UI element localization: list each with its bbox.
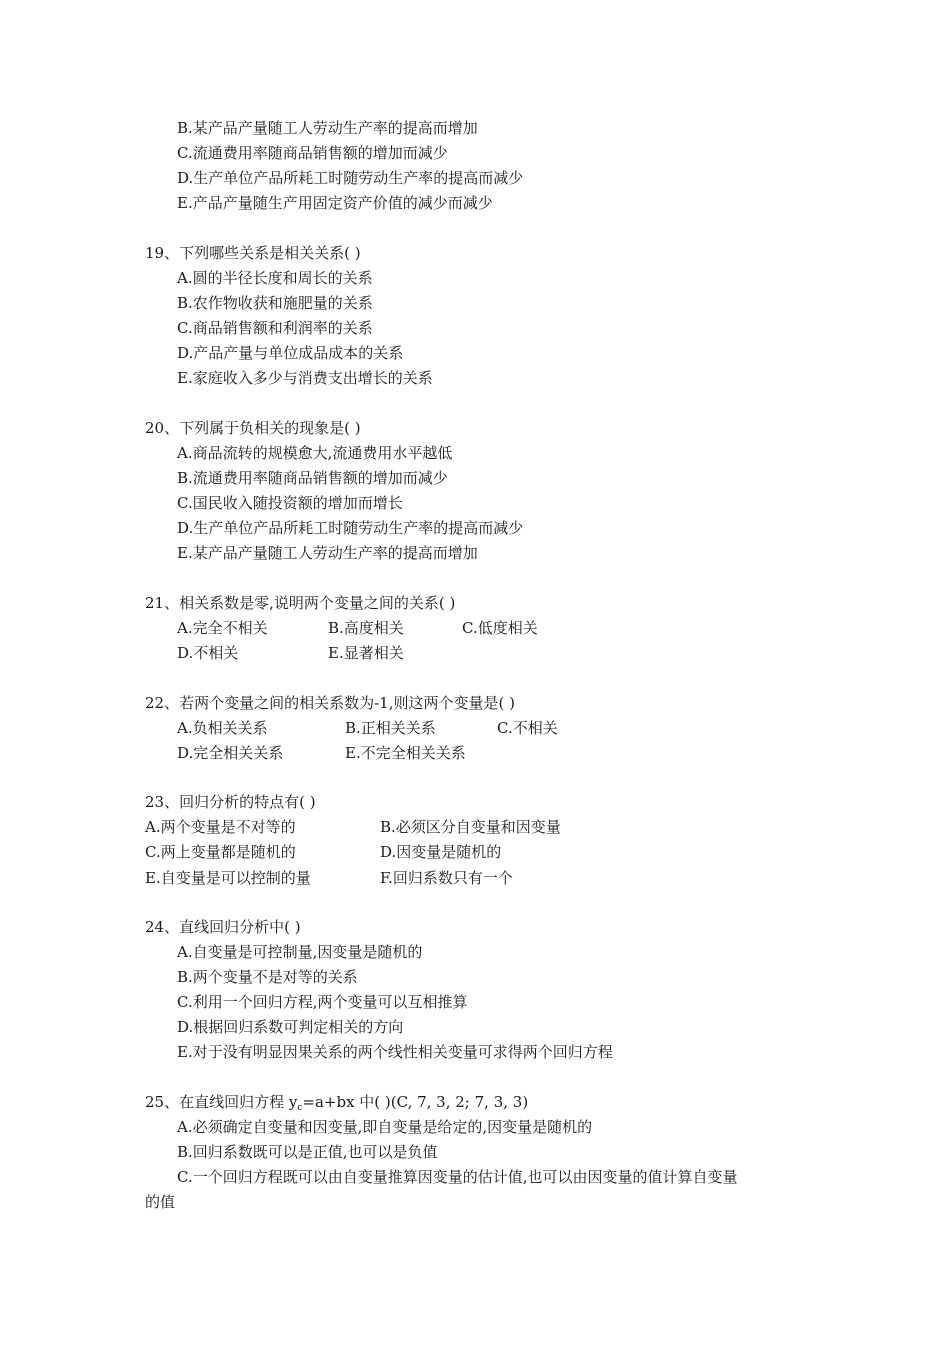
q25-stem-prefix: 25、在直线回归方程 y	[145, 1093, 298, 1111]
q24-option-c: C.利用一个回归方程,两个变量可以互相推算	[177, 993, 468, 1011]
q22-option-d: D.完全相关关系	[177, 744, 284, 762]
q18-option-b: B.某产品产量随工人劳动生产率的提高而增加	[177, 119, 478, 137]
q23-stem: 23、回归分析的特点有( )	[145, 793, 316, 811]
q18-option-d: D.生产单位产品所耗工时随劳动生产率的提高而减少	[177, 169, 524, 187]
q22-option-b: B.正相关关系	[345, 719, 436, 737]
q25-option-b: B.回归系数既可以是正值,也可以是负值	[177, 1143, 438, 1161]
q22-option-a: A.负相关关系	[177, 719, 268, 737]
q24-option-e: E.对于没有明显因果关系的两个线性相关变量可求得两个回归方程	[177, 1043, 613, 1061]
q25-stem	[145, 1092, 528, 1112]
q20-option-d: D.生产单位产品所耗工时随劳动生产率的提高而减少	[177, 519, 524, 537]
q21-option-c: C.低度相关	[462, 619, 538, 637]
q19-option-b: B.农作物收获和施肥量的关系	[177, 294, 373, 312]
q20-option-c: C.国民收入随投资额的增加而增长	[177, 494, 403, 512]
q20-option-a: A.商品流转的规模愈大,流通费用水平越低	[177, 444, 453, 462]
q19-option-e: E.家庭收入多少与消费支出增长的关系	[177, 369, 433, 387]
q21-option-a: A.完全不相关	[177, 619, 268, 637]
q21-option-e: E.显著相关	[328, 644, 404, 662]
q20-option-e: E.某产品产量随工人劳动生产率的提高而增加	[177, 544, 478, 562]
q23-option-a: A.两个变量是不对等的	[145, 818, 296, 836]
q22-stem: 22、若两个变量之间的相关系数为-1,则这两个变量是( )	[145, 694, 515, 712]
q24-option-a: A.自变量是可控制量,因变量是随机的	[177, 943, 423, 961]
q23-option-e: E.自变量是可以控制的量	[145, 869, 311, 887]
q21-option-d: D.不相关	[177, 644, 239, 662]
q18-option-e: E.产品产量随生产用固定资产价值的减少而减少	[177, 194, 493, 212]
q24-option-b: B.两个变量不是对等的关系	[177, 968, 358, 986]
q21-option-b: B.高度相关	[328, 619, 404, 637]
q25-stem-suffix: =a+bx 中( )(C, 7, 3, 2; 7, 3, 3)	[302, 1093, 529, 1111]
q22-option-c: C.不相关	[497, 719, 558, 737]
q19-option-c: C.商品销售额和利润率的关系	[177, 319, 373, 337]
q18-option-c: C.流通费用率随商品销售额的增加而减少	[177, 144, 448, 162]
q23-option-c: C.两上变量都是随机的	[145, 843, 296, 861]
q25-option-a: A.必须确定自变量和因变量,即自变量是给定的,因变量是随机的	[177, 1118, 593, 1136]
q20-option-b: B.流通费用率随商品销售额的增加而减少	[177, 469, 448, 487]
q19-option-a: A.圆的半径长度和周长的关系	[177, 269, 373, 287]
q23-option-b: B.必须区分自变量和因变量	[380, 818, 561, 836]
q25-option-c-line2: 的值	[145, 1193, 176, 1211]
q23-option-d: D.因变量是随机的	[380, 843, 502, 861]
q25-option-c-line1: C.一个回归方程既可以由自变量推算因变量的估计值,也可以由因变量的值计算自变量	[177, 1168, 738, 1186]
q19-option-d: D.产品产量与单位成品成本的关系	[177, 344, 404, 362]
q22-option-e: E.不完全相关关系	[345, 744, 466, 762]
q25-stem-subscript: c	[297, 1103, 303, 1113]
q23-option-f: F.回归系数只有一个	[380, 869, 513, 887]
q24-option-d: D.根据回归系数可判定相关的方向	[177, 1018, 404, 1036]
q19-stem: 19、下列哪些关系是相关关系( )	[145, 244, 361, 262]
q24-stem: 24、直线回归分析中( )	[145, 918, 301, 936]
q21-stem: 21、相关系数是零,说明两个变量之间的关系( )	[145, 594, 456, 612]
q20-stem: 20、下列属于负相关的现象是( )	[145, 419, 361, 437]
